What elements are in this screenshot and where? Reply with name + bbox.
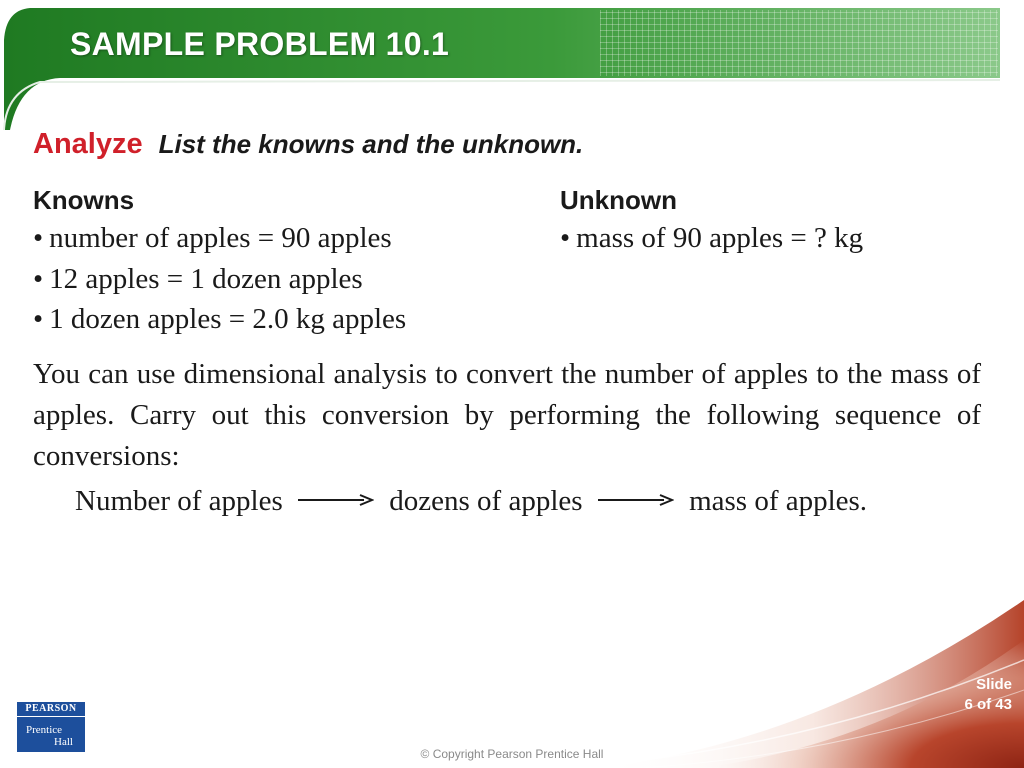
slide-number: 6 of 43 bbox=[964, 696, 1012, 713]
sequence-step-2: dozens of apples bbox=[389, 485, 583, 517]
known-item-text: 12 apples = 1 dozen apples bbox=[49, 262, 363, 295]
known-item-text: number of apples = 90 apples bbox=[49, 222, 392, 254]
analyze-label: Analyze bbox=[33, 128, 143, 160]
bullet-icon: • bbox=[33, 222, 44, 254]
bullet-icon: • bbox=[560, 222, 571, 254]
unknown-heading: Unknown bbox=[560, 185, 677, 215]
copyright-text: © Copyright Pearson Prentice Hall bbox=[420, 747, 604, 761]
logo-pearson-text: PEARSON bbox=[17, 702, 85, 717]
page-title: SAMPLE PROBLEM 10.1 bbox=[70, 26, 450, 62]
bullet-icon: • bbox=[33, 262, 44, 295]
bullet-icon: • bbox=[33, 303, 44, 335]
pearson-logo bbox=[17, 702, 85, 752]
unknown-item-text: mass of 90 apples = ? kg bbox=[576, 222, 864, 254]
known-item-text: 1 dozen apples = 2.0 kg apples bbox=[49, 303, 407, 335]
knowns-heading: Knowns bbox=[33, 185, 135, 215]
explanation-paragraph: You can use dimensional analysis to convert the number of apples to the mass of apples. Carry out this conversion by performing the following sequence of conversions: bbox=[33, 358, 981, 472]
logo-hall-text: Hall bbox=[54, 736, 73, 748]
slide-label: Slide bbox=[976, 676, 1012, 693]
logo-prentice-text: Prentice bbox=[26, 724, 63, 736]
sequence-step-3: mass of apples. bbox=[689, 485, 868, 517]
sequence-step-1: Number of apples bbox=[75, 485, 283, 517]
analyze-instruction: List the knowns and the unknown. bbox=[158, 129, 584, 159]
